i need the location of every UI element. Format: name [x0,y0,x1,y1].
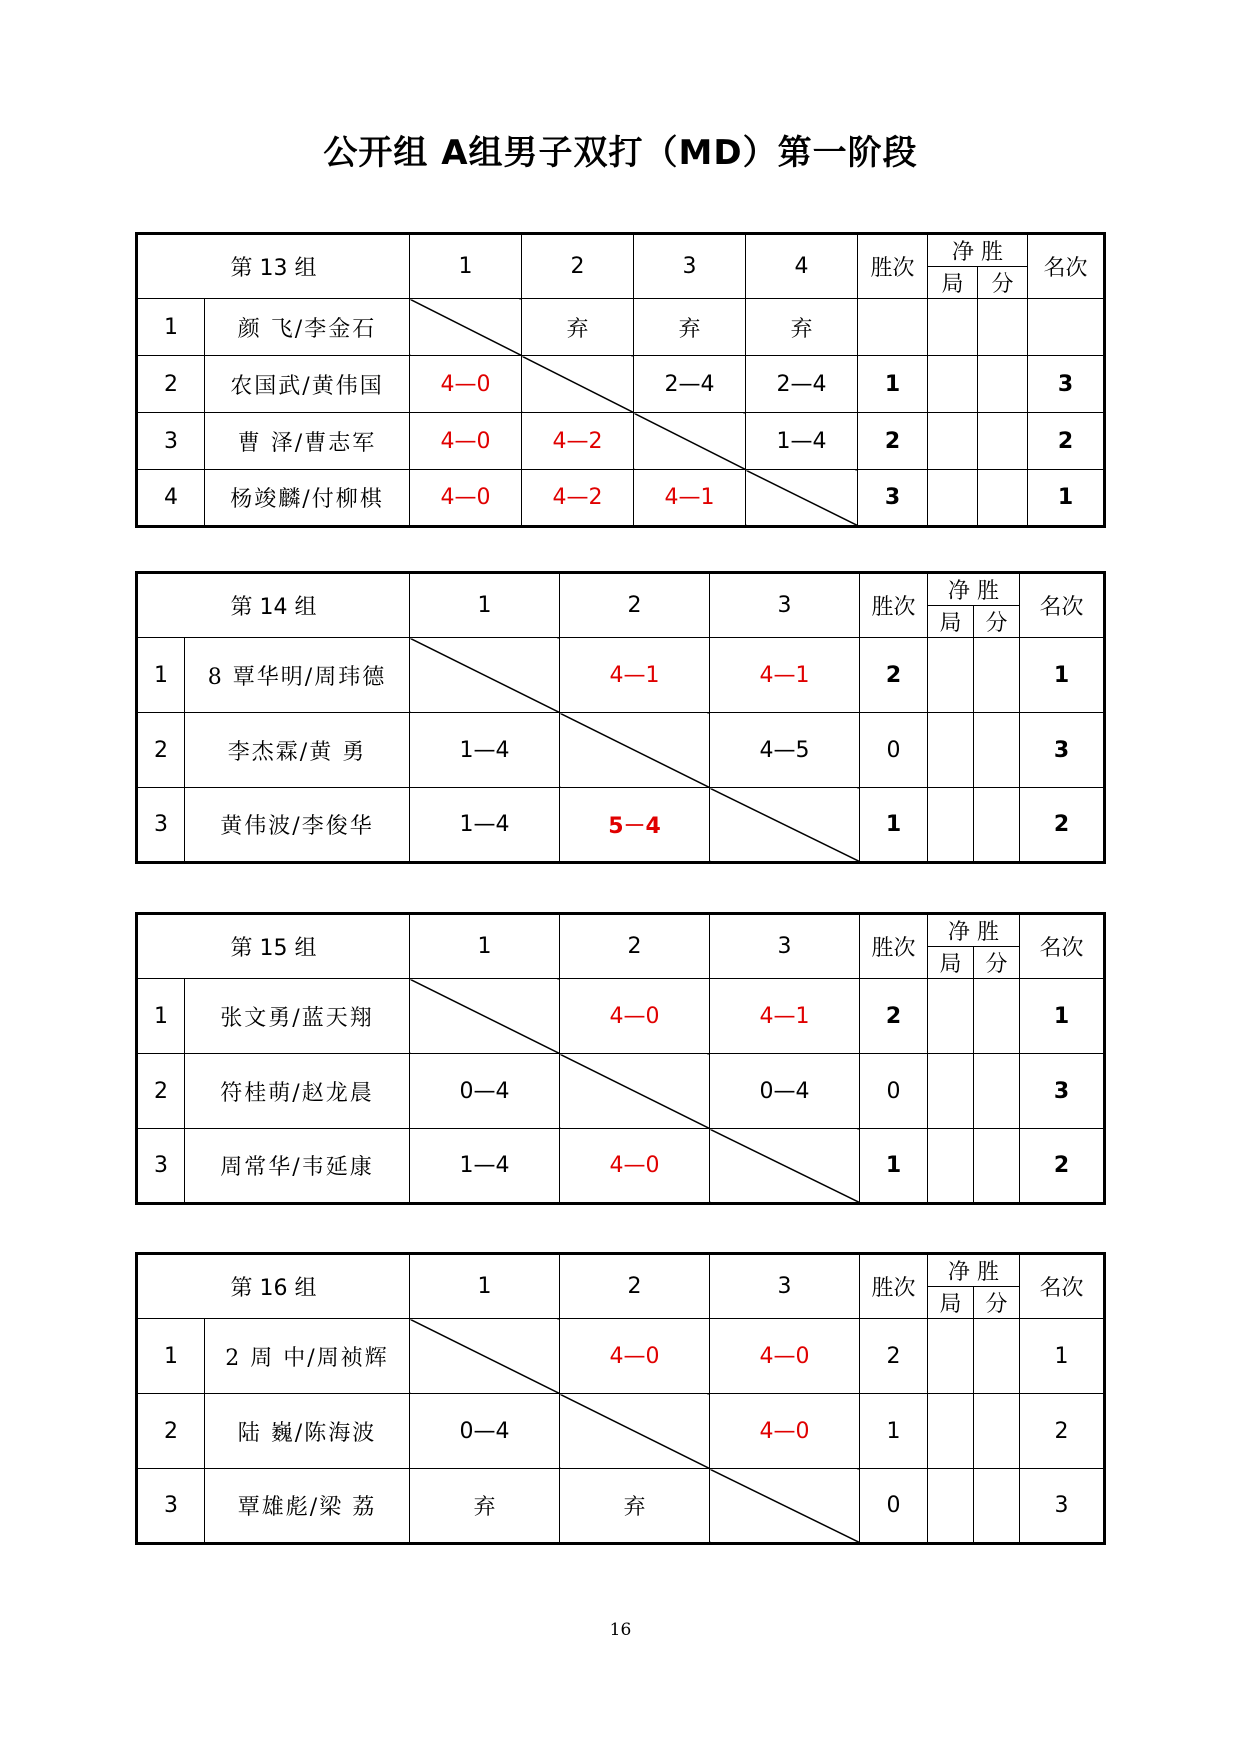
wins-cell: 0 [860,1469,928,1544]
net-points-cell [974,638,1020,713]
wins-header: 胜次 [860,1254,928,1319]
group-15-table [135,912,1106,1205]
diagonal-cell [560,713,710,788]
col-header: 1 [410,234,522,299]
points-header: 分 [978,267,1028,299]
diagonal-cell [410,638,560,713]
table-row [137,1319,1105,1394]
net-games-cell [928,638,974,713]
wins-cell: 1 [858,356,928,413]
row-number: 3 [137,788,185,863]
rank-cell: 3 [1020,713,1105,788]
rank-cell: 1 [1020,638,1105,713]
table-row [137,1129,1105,1204]
col-header: 4 [746,234,858,299]
wins-cell: 2 [860,1319,928,1394]
net-points-cell [974,1469,1020,1544]
score-cell: 1—4 [410,1129,560,1204]
score-cell: 1—4 [746,413,858,470]
wins-cell: 1 [860,788,928,863]
pair-name: 李杰霖/黄 勇 [185,713,410,788]
rank-cell: 3 [1028,356,1105,413]
diagonal-cell [634,413,746,470]
rank-cell: 2 [1028,413,1105,470]
wins-cell: 0 [860,713,928,788]
table-row [137,470,1105,527]
net-games-cell [928,470,978,527]
col-header: 3 [634,234,746,299]
points-header: 分 [974,1287,1020,1319]
col-header: 2 [560,1254,710,1319]
rank-cell: 3 [1020,1469,1105,1544]
net-games-cell [928,788,974,863]
score-cell: 1—4 [410,788,560,863]
net-points-cell [974,713,1020,788]
table-row [137,356,1105,413]
table-row [137,1054,1105,1129]
row-number: 3 [137,413,205,470]
net-games-cell [928,713,974,788]
games-header: 局 [928,947,974,979]
wins-cell: 2 [860,979,928,1054]
score-cell: 4—1 [710,979,860,1054]
pair-name: 2 周 中/周祯辉 [205,1319,410,1394]
row-number: 1 [137,638,185,713]
games-header: 局 [928,606,974,638]
pair-name: 杨竣麟/付柳棋 [205,470,410,527]
rank-cell: 2 [1020,788,1105,863]
rank-cell [1028,299,1105,356]
page-number: 16 [609,1620,632,1640]
col-header: 1 [410,914,560,979]
diagonal-cell [710,1469,860,1544]
score-cell: 4—2 [522,413,634,470]
row-number: 3 [137,1129,185,1204]
score-cell: 4—5 [710,713,860,788]
group-label: 第 16 组 [137,1254,410,1319]
diagonal-cell [710,1129,860,1204]
table-row [137,413,1105,470]
rank-header: 名次 [1020,1254,1105,1319]
wins-cell: 1 [860,1129,928,1204]
score-cell: 4—2 [522,470,634,527]
page-title: 公开组 A组男子双打（MD）第一阶段 [323,133,918,173]
wins-cell: 1 [860,1394,928,1469]
score-cell: 4—1 [634,470,746,527]
row-number: 1 [137,1319,205,1394]
pair-name: 张文勇/蓝天翔 [185,979,410,1054]
diagonal-cell [410,979,560,1054]
wins-header: 胜次 [860,573,928,638]
diagonal-cell [410,1319,560,1394]
pair-name: 农国武/黄伟国 [205,356,410,413]
pair-name: 黄伟波/李俊华 [185,788,410,863]
net-points-cell [978,413,1028,470]
pair-name: 曹 泽/曹志军 [205,413,410,470]
games-header: 局 [928,1287,974,1319]
group-13-table [135,232,1106,528]
score-cell: 5－4 [560,788,710,863]
net-header: 净 胜 [928,573,1020,606]
net-points-cell [974,1054,1020,1129]
diagonal-cell [410,299,522,356]
table-row [137,1469,1105,1544]
group-label: 第 15 组 [137,914,410,979]
net-games-cell [928,1054,974,1129]
score-cell: 弃 [746,299,858,356]
pair-name: 周常华/韦延康 [185,1129,410,1204]
score-cell: 2—4 [746,356,858,413]
col-header: 2 [560,573,710,638]
score-cell: 4—0 [560,1319,710,1394]
col-header: 1 [410,573,560,638]
row-number: 2 [137,356,205,413]
diagonal-cell [746,470,858,527]
score-cell: 弃 [634,299,746,356]
net-games-cell [928,356,978,413]
row-number: 1 [137,299,205,356]
wins-cell: 2 [860,638,928,713]
net-points-cell [974,979,1020,1054]
group-label: 第 14 组 [137,573,410,638]
wins-header: 胜次 [858,234,928,299]
rank-header: 名次 [1020,914,1105,979]
net-points-cell [974,1394,1020,1469]
rank-cell: 1 [1020,979,1105,1054]
rank-header: 名次 [1020,573,1105,638]
score-cell: 0—4 [410,1054,560,1129]
col-header: 1 [410,1254,560,1319]
points-header: 分 [974,947,1020,979]
rank-cell: 3 [1020,1054,1105,1129]
score-cell: 4—1 [560,638,710,713]
row-number: 2 [137,713,185,788]
net-games-cell [928,1129,974,1204]
net-games-cell [928,1319,974,1394]
wins-cell: 3 [858,470,928,527]
col-header: 2 [560,914,710,979]
rank-header: 名次 [1028,234,1105,299]
wins-cell: 2 [858,413,928,470]
score-cell: 4—0 [410,470,522,527]
group-14-table [135,571,1106,864]
score-cell: 0—4 [410,1394,560,1469]
rank-cell: 2 [1020,1129,1105,1204]
pair-name: 8 覃华明/周玮德 [185,638,410,713]
col-header: 3 [710,914,860,979]
diagonal-cell [710,788,860,863]
diagonal-cell [560,1394,710,1469]
score-cell: 4—0 [560,1129,710,1204]
pair-name: 颜 飞/李金石 [205,299,410,356]
rank-cell: 1 [1020,1319,1105,1394]
net-games-cell [928,1394,974,1469]
table-row [137,638,1105,713]
row-number: 2 [137,1054,185,1129]
score-cell: 弃 [410,1469,560,1544]
net-header: 净 胜 [928,1254,1020,1287]
table-row [137,713,1105,788]
score-cell: 0—4 [710,1054,860,1129]
rank-cell: 2 [1020,1394,1105,1469]
row-number: 1 [137,979,185,1054]
net-points-cell [974,1319,1020,1394]
games-header: 局 [928,267,978,299]
rank-cell: 1 [1028,470,1105,527]
wins-cell: 0 [860,1054,928,1129]
diagonal-cell [560,1054,710,1129]
score-cell: 4—1 [710,638,860,713]
net-games-cell [928,413,978,470]
score-cell: 4—0 [560,979,710,1054]
net-header: 净 胜 [928,914,1020,947]
score-cell: 弃 [522,299,634,356]
score-cell: 4—0 [710,1319,860,1394]
pair-name: 陆 巍/陈海波 [205,1394,410,1469]
net-points-cell [978,470,1028,527]
wins-header: 胜次 [860,914,928,979]
pair-name: 覃雄彪/梁 荔 [205,1469,410,1544]
table-row [137,1394,1105,1469]
score-cell: 4—0 [710,1394,860,1469]
row-number: 4 [137,470,205,527]
row-number: 3 [137,1469,205,1544]
score-cell: 弃 [560,1469,710,1544]
score-cell: 4—0 [410,413,522,470]
table-row [137,979,1105,1054]
group-16-table [135,1252,1106,1545]
col-header: 2 [522,234,634,299]
table-row [137,299,1105,356]
net-points-cell [978,299,1028,356]
net-header: 净 胜 [928,234,1028,267]
net-games-cell [928,979,974,1054]
score-cell: 2—4 [634,356,746,413]
pair-name: 符桂萌/赵龙晨 [185,1054,410,1129]
points-header: 分 [974,606,1020,638]
score-cell: 1—4 [410,713,560,788]
col-header: 3 [710,573,860,638]
row-number: 2 [137,1394,205,1469]
score-cell: 4—0 [410,356,522,413]
diagonal-cell [522,356,634,413]
table-row [137,788,1105,863]
net-games-cell [928,1469,974,1544]
col-header: 3 [710,1254,860,1319]
net-points-cell [974,788,1020,863]
net-points-cell [978,356,1028,413]
net-games-cell [928,299,978,356]
group-label: 第 13 组 [137,234,410,299]
net-points-cell [974,1129,1020,1204]
wins-cell [858,299,928,356]
